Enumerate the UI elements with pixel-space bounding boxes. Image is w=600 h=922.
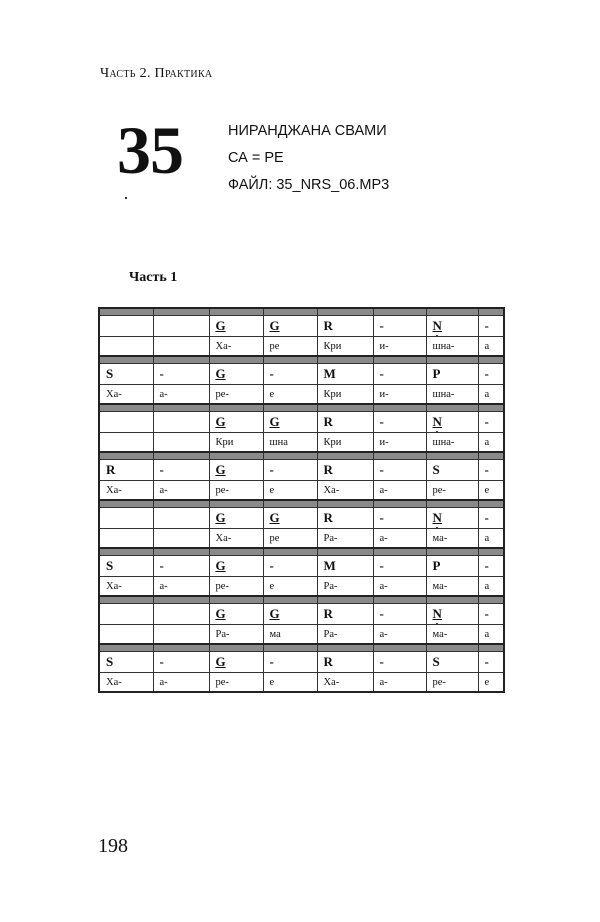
note-text: -	[379, 318, 384, 333]
shade-band	[99, 548, 504, 556]
shade-cell	[263, 452, 317, 460]
lyric-cell: Ха-	[99, 385, 153, 405]
piece-info	[228, 118, 389, 199]
note-cell	[153, 316, 209, 337]
note-text: G	[269, 510, 280, 525]
note-cell	[426, 556, 478, 577]
lyric-cell: е	[478, 673, 504, 693]
note-cell	[153, 556, 209, 577]
note-cell	[263, 364, 317, 385]
note-cell	[373, 460, 426, 481]
lyric-cell: Ха-	[317, 481, 373, 501]
shade-cell	[317, 308, 373, 316]
shade-cell	[373, 452, 426, 460]
lyric-cell: шна	[263, 433, 317, 453]
lyric-cell: а	[478, 337, 504, 357]
shade-cell	[426, 308, 478, 316]
note-cell	[209, 364, 263, 385]
note-text: N	[432, 414, 442, 429]
note-text: P	[432, 366, 441, 381]
lyric-cell: ре-	[426, 481, 478, 501]
note-cell	[209, 604, 263, 625]
lyric-cell: Ра-	[317, 529, 373, 549]
lyric-cell: а-	[153, 577, 209, 597]
shade-cell	[317, 548, 373, 556]
note-cell	[263, 460, 317, 481]
note-text: -	[269, 558, 274, 573]
shade-cell	[153, 596, 209, 604]
note-cell	[373, 412, 426, 433]
shade-cell	[209, 452, 263, 460]
lyrics-row	[99, 625, 504, 645]
shade-cell	[99, 548, 153, 556]
lyric-cell: а	[478, 577, 504, 597]
note-text: G	[215, 414, 226, 429]
lyric-cell: а	[478, 625, 504, 645]
lyric-cell	[153, 337, 209, 357]
note-cell	[426, 508, 478, 529]
note-text: -	[269, 654, 274, 669]
lyric-cell: Ха-	[317, 673, 373, 693]
shade-cell	[209, 644, 263, 652]
shade-cell	[99, 452, 153, 460]
shade-cell	[99, 404, 153, 412]
lyric-cell: а	[478, 529, 504, 549]
shade-cell	[209, 308, 263, 316]
note-text: G	[215, 606, 226, 621]
note-text: G	[215, 510, 226, 525]
note-cell	[317, 556, 373, 577]
note-cell	[373, 508, 426, 529]
note-cell	[153, 364, 209, 385]
note-text: G	[215, 462, 226, 477]
note-cell	[99, 556, 153, 577]
note-text: G	[215, 366, 226, 381]
note-cell	[153, 604, 209, 625]
note-text: R	[323, 462, 333, 477]
note-cell	[263, 316, 317, 337]
note-text: S	[106, 558, 114, 573]
notes-row	[99, 556, 504, 577]
lyric-cell: Ха-	[99, 481, 153, 501]
shade-cell	[263, 644, 317, 652]
note-cell	[373, 364, 426, 385]
note-cell	[153, 652, 209, 673]
lyric-cell: шна-	[426, 433, 478, 453]
shade-cell	[99, 644, 153, 652]
note-text: S	[106, 654, 114, 669]
shade-cell	[317, 596, 373, 604]
lyrics-row	[99, 577, 504, 597]
lyric-cell: е	[263, 481, 317, 501]
shade-cell	[263, 596, 317, 604]
notes-row	[99, 316, 504, 337]
shade-cell	[426, 500, 478, 508]
shade-cell	[317, 500, 373, 508]
note-cell	[209, 556, 263, 577]
notes-row	[99, 604, 504, 625]
lyric-cell: ма-	[426, 529, 478, 549]
shade-cell	[478, 452, 504, 460]
note-text: S	[432, 654, 440, 669]
lyric-cell	[153, 433, 209, 453]
shade-cell	[263, 404, 317, 412]
note-text: -	[379, 462, 384, 477]
notes-row	[99, 364, 504, 385]
lyrics-row	[99, 433, 504, 453]
shade-band	[99, 356, 504, 364]
lyric-cell: е	[263, 673, 317, 693]
note-text: R	[323, 414, 333, 429]
shade-cell	[209, 404, 263, 412]
note-cell	[209, 460, 263, 481]
shade-cell	[209, 596, 263, 604]
note-cell	[99, 364, 153, 385]
shade-cell	[426, 548, 478, 556]
shade-band	[99, 644, 504, 652]
note-text: N	[432, 606, 442, 621]
notes-row	[99, 508, 504, 529]
shade-cell	[99, 308, 153, 316]
notation-table	[98, 307, 505, 693]
shade-cell	[426, 596, 478, 604]
lyric-cell: а-	[373, 481, 426, 501]
note-text: -	[484, 558, 489, 573]
shade-cell	[426, 404, 478, 412]
shade-cell	[478, 548, 504, 556]
shade-cell	[153, 404, 209, 412]
note-text: G	[269, 414, 280, 429]
note-text: M	[323, 366, 336, 381]
note-cell	[317, 508, 373, 529]
shade-cell	[478, 596, 504, 604]
shade-cell	[478, 500, 504, 508]
shade-cell	[209, 548, 263, 556]
note-cell	[263, 556, 317, 577]
note-cell	[209, 652, 263, 673]
lyric-cell	[99, 337, 153, 357]
piece-number: 35	[117, 112, 183, 188]
note-cell	[317, 364, 373, 385]
note-cell	[478, 316, 504, 337]
lyric-cell: Ха-	[209, 337, 263, 357]
lyric-cell: а-	[373, 577, 426, 597]
lyric-cell: Ра-	[209, 625, 263, 645]
note-text: R	[323, 510, 333, 525]
lyric-cell: Кри	[317, 337, 373, 357]
lyric-cell: а-	[373, 673, 426, 693]
note-text: -	[379, 366, 384, 381]
part-title: Часть 1	[129, 270, 178, 285]
lyric-cell: а-	[153, 481, 209, 501]
note-text: -	[159, 558, 164, 573]
lyric-cell: ма-	[426, 577, 478, 597]
lyric-cell: и-	[373, 337, 426, 357]
note-text: G	[269, 318, 280, 333]
note-cell	[373, 556, 426, 577]
lyric-cell: Ха-	[99, 673, 153, 693]
lyric-cell: Ра-	[317, 577, 373, 597]
note-text: -	[159, 462, 164, 477]
note-cell	[373, 652, 426, 673]
note-text: -	[484, 606, 489, 621]
lyric-cell: Кри	[317, 385, 373, 405]
shade-cell	[153, 308, 209, 316]
note-cell	[263, 604, 317, 625]
running-header: Часть 2. Практика	[100, 66, 213, 81]
note-text: R	[323, 606, 333, 621]
note-cell	[153, 412, 209, 433]
note-cell	[317, 316, 373, 337]
lyric-cell	[153, 529, 209, 549]
note-text: -	[484, 654, 489, 669]
shade-cell	[478, 404, 504, 412]
shade-cell	[317, 404, 373, 412]
shade-cell	[317, 452, 373, 460]
shade-cell	[478, 356, 504, 364]
shade-band	[99, 308, 504, 316]
lyric-cell: ре-	[426, 673, 478, 693]
shade-cell	[373, 308, 426, 316]
note-cell	[209, 316, 263, 337]
note-text: -	[484, 510, 489, 525]
shade-cell	[153, 500, 209, 508]
note-cell	[99, 508, 153, 529]
lyric-cell: ре-	[209, 385, 263, 405]
lyric-cell	[99, 433, 153, 453]
note-cell	[99, 604, 153, 625]
note-text: -	[379, 606, 384, 621]
lyric-cell: а	[478, 385, 504, 405]
note-text: -	[484, 318, 489, 333]
note-cell	[263, 508, 317, 529]
shade-cell	[153, 548, 209, 556]
notes-row	[99, 652, 504, 673]
shade-band	[99, 596, 504, 604]
note-text: N	[432, 318, 442, 333]
note-text: -	[484, 366, 489, 381]
lyric-cell: ре	[263, 337, 317, 357]
note-cell	[373, 316, 426, 337]
lyric-cell: а-	[373, 625, 426, 645]
lyric-cell: а-	[153, 385, 209, 405]
shade-cell	[373, 548, 426, 556]
shade-cell	[263, 356, 317, 364]
shade-cell	[153, 644, 209, 652]
lyrics-row	[99, 337, 504, 357]
lyric-cell: е	[263, 577, 317, 597]
shade-cell	[99, 500, 153, 508]
shade-band	[99, 500, 504, 508]
lyric-cell: ма-	[426, 625, 478, 645]
shade-cell	[373, 596, 426, 604]
lyric-cell: е	[478, 481, 504, 501]
note-cell	[426, 412, 478, 433]
lyrics-row	[99, 385, 504, 405]
shade-cell	[373, 404, 426, 412]
note-cell	[426, 364, 478, 385]
note-text: N	[432, 510, 442, 525]
page-number: 198	[98, 835, 128, 857]
lyric-cell: а	[478, 433, 504, 453]
note-text: -	[484, 414, 489, 429]
shade-cell	[478, 644, 504, 652]
note-text: P	[432, 558, 441, 573]
shade-cell	[263, 500, 317, 508]
note-cell	[426, 316, 478, 337]
note-cell	[209, 412, 263, 433]
note-text: -	[159, 366, 164, 381]
lyric-cell: ма	[263, 625, 317, 645]
lyric-cell: Ха-	[209, 529, 263, 549]
lyric-cell: Ха-	[99, 577, 153, 597]
note-text: -	[379, 654, 384, 669]
note-text: -	[379, 414, 384, 429]
piece-author: НИРАНДЖАНА СВАМИ	[228, 123, 387, 139]
shade-cell	[373, 500, 426, 508]
piece-file: ФАЙЛ: 35_NRS_06.MP3	[228, 177, 390, 193]
note-cell	[478, 460, 504, 481]
note-cell	[373, 604, 426, 625]
note-text: R	[323, 654, 333, 669]
note-cell	[478, 508, 504, 529]
shade-cell	[209, 500, 263, 508]
notes-row	[99, 460, 504, 481]
shade-cell	[153, 356, 209, 364]
shade-cell	[263, 308, 317, 316]
notation-table-body	[99, 308, 504, 692]
note-cell	[426, 604, 478, 625]
note-text: S	[106, 366, 114, 381]
lyric-cell: и-	[373, 433, 426, 453]
shade-cell	[373, 356, 426, 364]
lyric-cell: а-	[373, 529, 426, 549]
note-cell	[317, 460, 373, 481]
note-cell	[99, 316, 153, 337]
notes-row	[99, 412, 504, 433]
lyric-cell	[153, 625, 209, 645]
note-cell	[317, 412, 373, 433]
shade-cell	[153, 452, 209, 460]
note-text: G	[215, 654, 226, 669]
lyric-cell: шна-	[426, 337, 478, 357]
note-cell	[478, 652, 504, 673]
shade-band	[99, 452, 504, 460]
lyric-cell: а-	[153, 673, 209, 693]
note-cell	[263, 412, 317, 433]
note-cell	[153, 460, 209, 481]
note-cell	[478, 556, 504, 577]
shade-band	[99, 404, 504, 412]
note-cell	[317, 652, 373, 673]
note-cell	[426, 652, 478, 673]
lyric-cell: ре-	[209, 673, 263, 693]
shade-cell	[317, 356, 373, 364]
note-cell	[478, 364, 504, 385]
shade-cell	[426, 452, 478, 460]
note-cell	[478, 604, 504, 625]
note-text: G	[215, 318, 226, 333]
lyrics-row	[99, 673, 504, 693]
lyric-cell: е	[263, 385, 317, 405]
note-text: S	[432, 462, 440, 477]
note-text: -	[379, 510, 384, 525]
lyrics-row	[99, 481, 504, 501]
note-text: -	[379, 558, 384, 573]
shade-cell	[99, 356, 153, 364]
lyric-cell: шна-	[426, 385, 478, 405]
shade-cell	[317, 644, 373, 652]
lyric-cell: ре-	[209, 577, 263, 597]
note-text: -	[159, 654, 164, 669]
note-text: R	[323, 318, 333, 333]
note-text: G	[269, 606, 280, 621]
note-cell	[99, 412, 153, 433]
lyrics-row	[99, 529, 504, 549]
lyric-cell: Ра-	[317, 625, 373, 645]
note-text: G	[215, 558, 226, 573]
lyric-cell	[99, 625, 153, 645]
note-cell	[478, 412, 504, 433]
stray-dot	[125, 197, 127, 199]
shade-cell	[263, 548, 317, 556]
note-cell	[153, 508, 209, 529]
note-cell	[209, 508, 263, 529]
note-text: M	[323, 558, 336, 573]
piece-tuning: СА = РЕ	[228, 150, 284, 166]
lyric-cell	[99, 529, 153, 549]
lyric-cell: Кри	[317, 433, 373, 453]
shade-cell	[373, 644, 426, 652]
shade-cell	[426, 644, 478, 652]
shade-cell	[209, 356, 263, 364]
lyric-cell: и-	[373, 385, 426, 405]
shade-cell	[99, 596, 153, 604]
note-text: R	[106, 462, 116, 477]
note-cell	[263, 652, 317, 673]
note-cell	[317, 604, 373, 625]
note-cell	[99, 460, 153, 481]
note-cell	[99, 652, 153, 673]
note-text: -	[484, 462, 489, 477]
lyric-cell: ре	[263, 529, 317, 549]
note-cell	[426, 460, 478, 481]
shade-cell	[478, 308, 504, 316]
shade-cell	[426, 356, 478, 364]
note-text: -	[269, 366, 274, 381]
lyric-cell: ре-	[209, 481, 263, 501]
note-text: -	[269, 462, 274, 477]
lyric-cell: Кри	[209, 433, 263, 453]
